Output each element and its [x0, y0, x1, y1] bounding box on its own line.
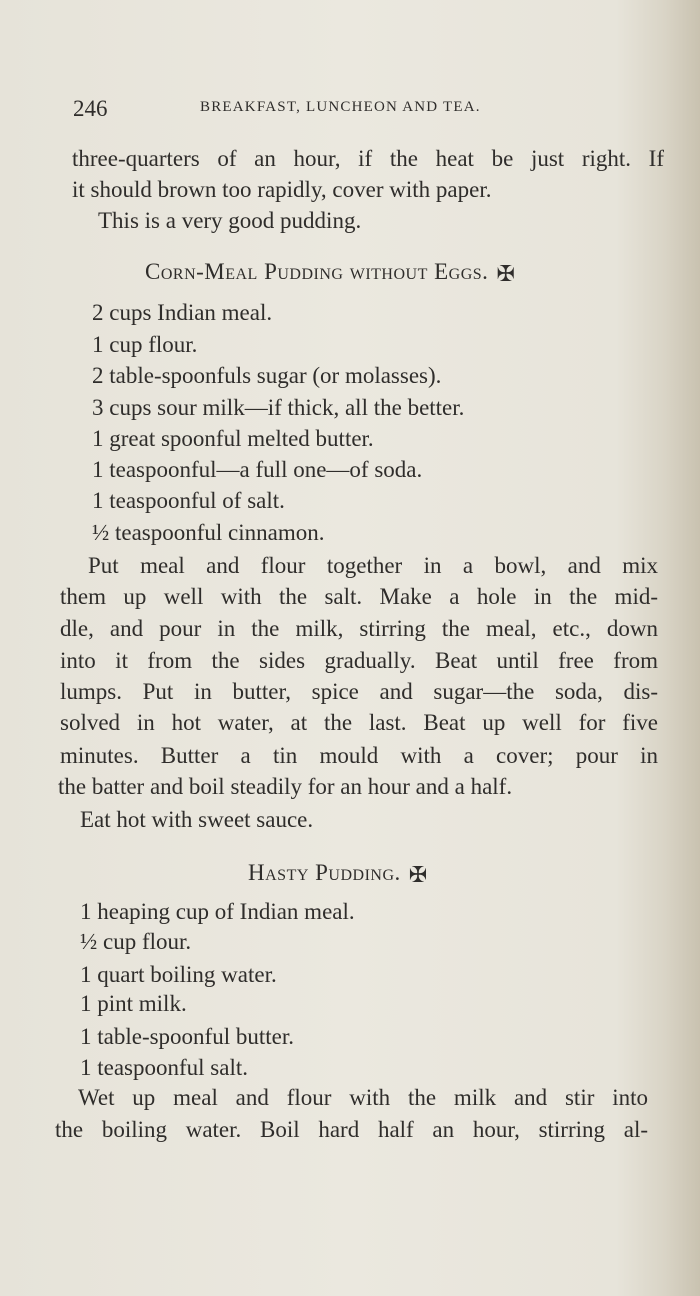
text-line: dle, and pour in the milk, stirring the meal, etc., down [60, 616, 658, 641]
ingredient: 2 table-spoonfuls sugar (or molasses). [92, 363, 442, 388]
ingredient: 1 quart boiling water. [80, 962, 277, 987]
cross-pattee-icon: ✠ [408, 862, 428, 887]
text-line: it should brown too rapidly, cover with paper. [72, 177, 492, 202]
ingredient: 1 cup flour. [92, 332, 198, 357]
text-line: minutes. Butter a tin mould with a cover; pour in [60, 743, 658, 768]
ingredient: 1 teaspoonful salt. [80, 1055, 248, 1080]
recipe-title [145, 259, 515, 287]
page-number: 246 [73, 96, 108, 121]
text-line: lumps. Put in butter, spice and sugar—the soda, dis- [60, 679, 658, 704]
running-title: BREAKFAST, LUNCHEON AND TEA. [200, 99, 481, 115]
ingredient: 1 heaping cup of Indian meal. [80, 899, 355, 924]
cross-pattee-icon: ✠ [496, 261, 516, 286]
text-line: three-quarters of an hour, if the heat be just right. If [72, 146, 664, 171]
text-line: solved in hot water, at the last. Beat up well for five [60, 710, 658, 735]
ingredient: 1 pint milk. [80, 991, 187, 1016]
ingredient: ½ cup flour. [80, 929, 192, 954]
text-line: them up well with the salt. Make a hole in the mid- [60, 584, 658, 609]
ingredient: 1 table-spoonful butter. [80, 1024, 294, 1049]
ingredient: 1 great spoonful melted butter. [92, 426, 374, 451]
text-line: the boiling water. Boil hard half an hour, stirring al- [55, 1117, 648, 1142]
recipe-title-text: Corn-Meal Pudding without Eggs. [145, 259, 489, 284]
ingredient: 2 cups Indian meal. [92, 300, 273, 325]
text-line: the batter and boil steadily for an hour and a half. [58, 774, 513, 799]
ingredient: 1 teaspoonful—a full one—of soda. [92, 457, 423, 482]
recipe-title-text: Hasty Pudding. [248, 860, 401, 885]
text-line: Eat hot with sweet sauce. [80, 807, 314, 832]
text-line: This is a very good pudding. [98, 208, 362, 233]
ingredient: 1 teaspoonful of salt. [92, 488, 285, 513]
ingredient: 3 cups sour milk—if thick, all the better. [92, 395, 465, 420]
recipe-title [248, 860, 428, 888]
text-line: into it from the sides gradually. Beat until free from [60, 648, 658, 673]
ingredient: ½ teaspoonful cinnamon. [92, 520, 325, 545]
text-line: Wet up meal and flour with the milk and stir into [78, 1085, 648, 1110]
text-line: Put meal and flour together in a bowl, and mix [88, 553, 658, 578]
